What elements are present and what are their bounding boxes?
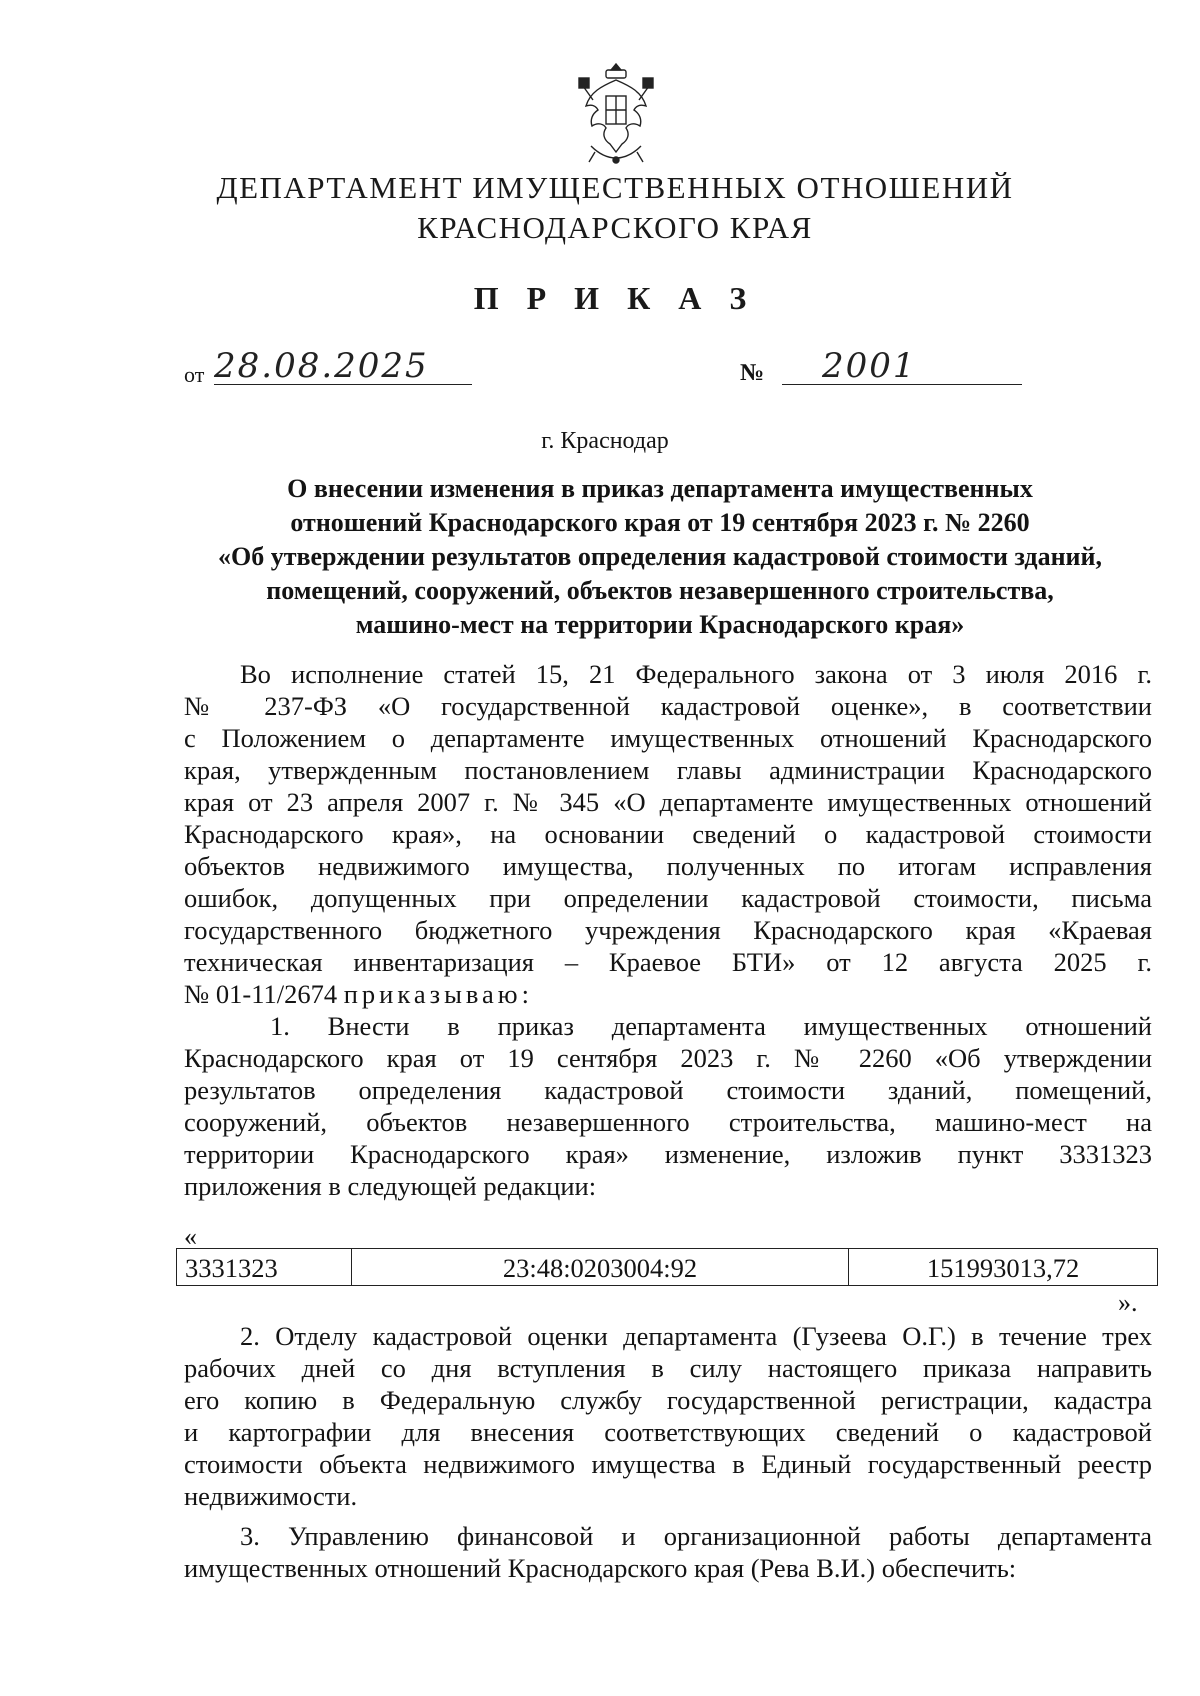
document-type-heading: П Р И К А З	[473, 280, 757, 316]
date-prefix-label: от	[184, 362, 205, 387]
paragraph-line: Краснодарского края от 19 сентября 2023 г. № 2260 «Об утверждении	[184, 1043, 1152, 1073]
paragraph-line: объектов недвижимого имущества, полученных по итогам исправления	[184, 851, 1152, 881]
paragraph-line: рабочих дней со дня вступления в силу настоящего приказа направить	[184, 1353, 1152, 1383]
paragraph-line: 3. Управлению финансовой и организационной работы департамента	[240, 1521, 1152, 1551]
city-label: г. Краснодар	[541, 428, 669, 454]
paragraph-line: № 237-ФЗ «О государственной кадастровой оценке», в соответствии	[184, 691, 1152, 721]
preamble-and-item1	[184, 658, 1152, 1202]
paragraph-line: ошибок, допущенных при определении кадастровой стоимости, письма	[184, 883, 1152, 913]
title-line: отношений Краснодарского края от 19 сентября 2023 г. № 2260	[290, 508, 1030, 537]
paragraph-line: края, утвержденным постановлением главы администрации Краснодарского	[184, 755, 1152, 785]
paragraph-line: государственного бюджетного учреждения Краснодарского края «Краевая	[184, 915, 1152, 945]
paragraph-line: с Положением о департаменте имущественных отношений Краснодарского	[184, 723, 1152, 753]
number-underline	[782, 384, 1022, 385]
number-prefix-label: №	[740, 360, 765, 386]
title-line: помещений, сооружений, объектов незавершенного строительства,	[266, 576, 1054, 605]
paragraph-line: имущественных отношений Краснодарского края (Рева В.И.) обеспечить:	[184, 1553, 1017, 1583]
table-row	[177, 1249, 1158, 1286]
paragraph-line: территории Краснодарского края» изменение, изложив пункт 3331323	[184, 1139, 1152, 1169]
quote-open-mark: «	[184, 1222, 197, 1251]
table-cell-cadastral-value: 151993013,72	[849, 1249, 1158, 1286]
paragraph-line: недвижимости.	[184, 1481, 358, 1511]
handwritten-number: 2001	[822, 346, 917, 386]
title-line: «Об утверждении результатов определения кадастровой стоимости зданий,	[217, 542, 1103, 571]
paragraph-line	[184, 978, 1152, 1010]
paragraph-line: техническая инвентаризация – Краевое БТИ» от 12 августа 2025 г.	[184, 947, 1152, 977]
letter-reference: № 01-11/2674	[184, 979, 338, 1009]
cadastral-value-table	[176, 1248, 1158, 1286]
paragraph-line: Во исполнение статей 15, 21 Федерального закона от 3 июля 2016 г.	[240, 659, 1152, 689]
department-name-line1: ДЕПАРТАМЕНТ ИМУЩЕСТВЕННЫХ ОТНОШЕНИЙ	[216, 170, 1014, 205]
quote-close-mark: ».	[1118, 1288, 1138, 1317]
paragraph-line: Краснодарского края», на основании сведений о кадастровой стоимости	[184, 819, 1152, 849]
title-line: машино-мест на территории Краснодарского края»	[355, 610, 965, 639]
date-underline	[214, 384, 472, 385]
order-verb: приказываю:	[343, 979, 533, 1009]
paragraph-line: 2. Отделу кадастровой оценки департамента (Гузеева О.Г.) в течение трех	[240, 1321, 1152, 1351]
item3-paragraph	[184, 1520, 1152, 1584]
paragraph-line: сооружений, объектов незавершенного строительства, машино-мест на	[184, 1107, 1152, 1137]
paragraph-line: и картографии для внесения соответствующих сведений о кадастровой	[184, 1417, 1152, 1447]
department-name-line2: КРАСНОДАРСКОГО КРАЯ	[417, 210, 813, 245]
table-cell-item-number: 3331323	[177, 1249, 352, 1286]
table-cell-cadastral-number: 23:48:0203004:92	[352, 1249, 849, 1286]
paragraph-line: результатов определения кадастровой стоимости зданий, помещений,	[184, 1075, 1152, 1105]
coat-of-arms-icon	[573, 60, 659, 170]
paragraph-line: края от 23 апреля 2007 г. № 345 «О департаменте имущественных отношений	[184, 787, 1152, 817]
paragraph-line: 1. Внести в приказ департамента имущественных отношений	[270, 1011, 1152, 1041]
paragraph-line: его копию в Федеральную службу государственной регистрации, кадастра	[184, 1385, 1152, 1415]
title-line: О внесении изменения в приказ департамента имущественных	[287, 474, 1033, 503]
item2-paragraph	[184, 1320, 1152, 1512]
paragraph-line: приложения в следующей редакции:	[184, 1171, 597, 1201]
document-title	[160, 472, 1160, 642]
handwritten-date: 28.08.2025	[214, 346, 429, 386]
paragraph-line: стоимости объекта недвижимого имущества в Единый государственный реестр	[184, 1449, 1152, 1479]
